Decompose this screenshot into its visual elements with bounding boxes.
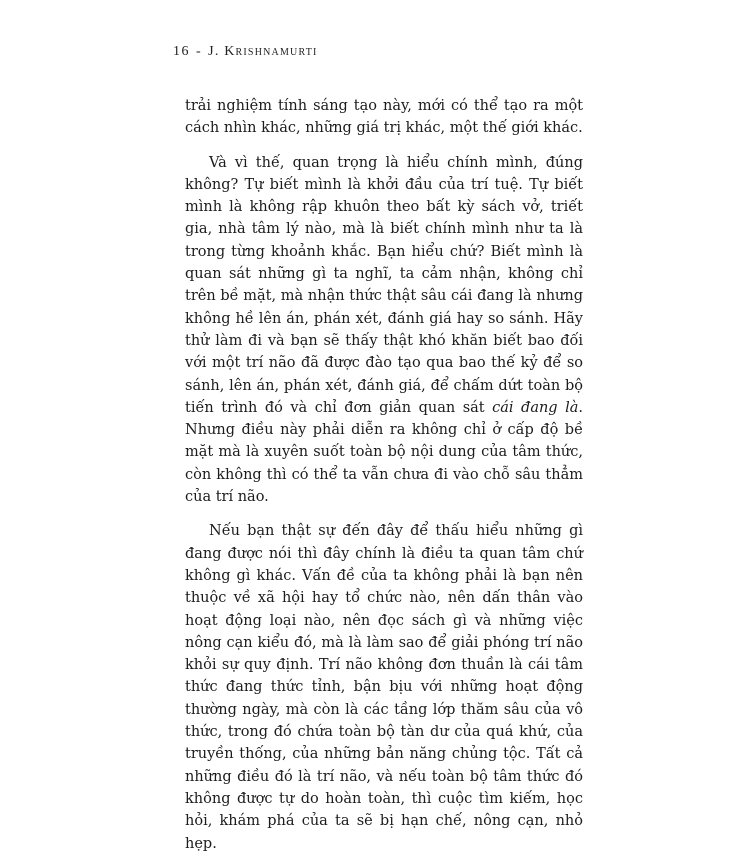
running-header [173, 44, 318, 60]
author-name: J. Krishnamurti [208, 44, 318, 59]
paragraph-3: Nếu bạn thật sự đến đây để thấu hiểu những gì đang được nói thì đây chính là điều ta quan tâm chứ không gì khác. Vấn đề của ta không phải là bạn nên thuộc về xã hội hay tổ chức nào, nên dấn thân vào hoạt động loại nào, nên đọc sách gì và những việc nông cạn kiểu đó, mà là làm sao để giải phóng trí não khỏi sự quy định. Trí não không đơn thuần là cái tâm thức đang thức tỉnh, bận bịu với những hoạt động thường ngày, mà còn là các tầng lớp thăm sâu của vô thức, trong đó chứa toàn bộ tàn dư của quá khứ, của truyền thống, của những bản năng chủng tộc. Tất cả những điều đó là trí não, và nếu toàn bộ tâm thức đó không được tự do hoàn toàn, thì cuộc tìm kiếm, học hỏi, khám phá của ta sẽ bị hạn chế, nông cạn, nhỏ hẹp. [185, 523, 583, 852]
paragraph-1: trải nghiệm tính sáng tạo này, mới có thể tạo ra một cách nhìn khác, những giá trị khác, một thế giới khác. [185, 98, 583, 137]
paragraph-2 [185, 152, 583, 509]
paragraph-2-italic-phrase: cái đang là [492, 399, 579, 416]
paragraph-2-text-before: Và vì thế, quan trọng là hiểu chính mình, đúng không? Tự biết mình là khởi đầu của trí tuệ. Tự biết mình là không rập khuôn theo bất kỳ sách vở, triết gia, nhà tâm lý nào, mà là biết chính mình như ta là trong từng khoảnh khắc. Bạn hiểu chứ? Biết mình là quan sát những gì ta nghĩ, ta cảm nhận, không chỉ trên bề mặt, mà nhận thức thật sâu cái đang là nhưng không hề lên án, phán xét, đánh giá hay so sánh. Hãy thử làm đi và bạn sẽ thấy thật khó khăn biết bao đối với một trí não đã được đào tạo qua bao thế kỷ để so sánh, lên án, phán xét, đánh giá, để chấm dứt toàn bộ tiến trình đó và chỉ đơn giản quan sát [185, 154, 583, 416]
paragraph-2-text-after: . Nhưng điều này phải diễn ra không chỉ ở cấp độ bề mặt mà là xuyên suốt toàn bộ nội dung của tâm thức, còn không thì có thể ta vẫn chưa đi vào chỗ sâu thẳm của trí não. [185, 399, 583, 506]
body-text [185, 95, 583, 855]
header-separator: - [196, 44, 203, 59]
page-number: 16 [173, 44, 190, 59]
